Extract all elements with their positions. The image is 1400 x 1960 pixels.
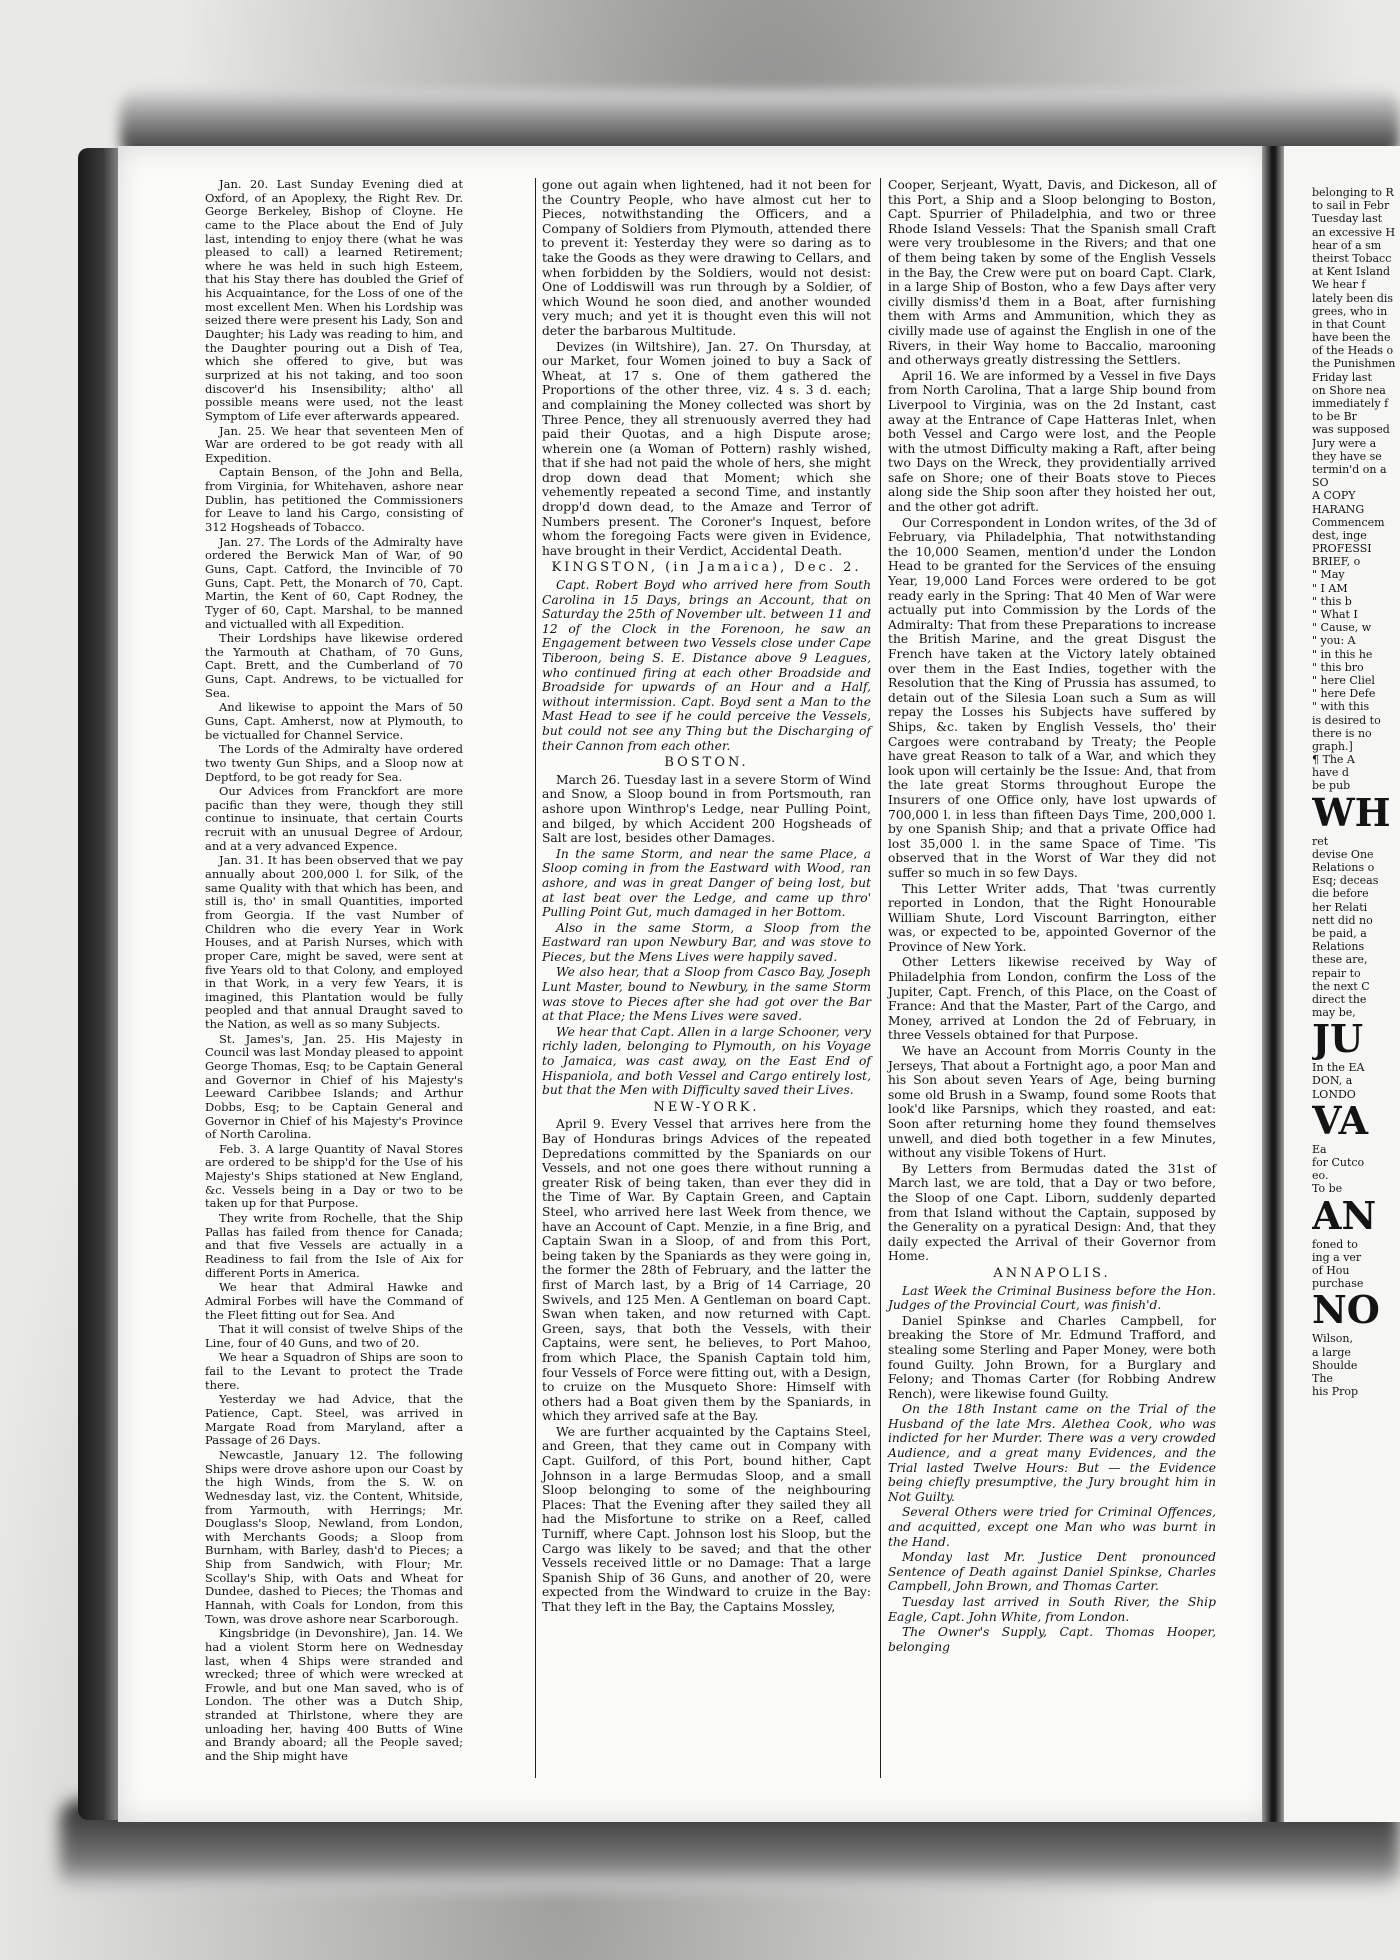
news-paragraph: Daniel Spinkse and Charles Campbell, for breaking the Store of Mr. Edmund Trafford, and stealing some Sterling and Paper Money, were both found Guilty. John Brown, for a Burglary and Felony; and Thomas Carter (for Robbing Andrew Rench), were likewise found Guilty. bbox=[888, 1313, 1216, 1401]
facing-page-line: Esq; deceas bbox=[1312, 874, 1379, 888]
facing-page-line: they have se bbox=[1312, 449, 1382, 463]
facing-page-line: repair to bbox=[1312, 966, 1361, 980]
facing-page-line: ret bbox=[1312, 834, 1329, 848]
facing-page-line: " What I bbox=[1312, 608, 1358, 621]
column-3 bbox=[888, 178, 1216, 1655]
facing-page-line: WH bbox=[1312, 792, 1391, 835]
news-paragraph: Devizes (in Wiltshire), Jan. 27. On Thursday, at our Market, four Women joined to buy a Sack of Wheat, at 17 s. One of them gathered the Proportions of the other three, viz. 4 s. 3 d. each; and complaining the Money collected was short by Three Pence, they all strenuously averred they had paid their Quotas, and a high Dispute arose; wherein one (a Woman of Pottern) rashly wished, that if she had not paid the whole of hers, she might drop down dead that Moment; which she vehemently repeated a second Time, and instantly dropp'd down dead, to the Amaze and Terror of Numbers present. The Coroner's Inquest, before whom the foregoing Facts were given in Evidence, have brought in their Verdict, Accidental Death. bbox=[542, 339, 871, 558]
news-paragraph: Yesterday we had Advice, that the Patience, Capt. Steel, was arrived in Margate Road from Maryland, after a Passage of 26 Days. bbox=[205, 1392, 463, 1448]
facing-page-line: " here Defe bbox=[1312, 687, 1376, 701]
facing-page-line: termin'd on a bbox=[1312, 462, 1387, 476]
facing-page-line: in that Count bbox=[1312, 317, 1386, 331]
dateline-heading: NEW-YORK. bbox=[653, 1099, 760, 1115]
facing-page-line: DON, a bbox=[1312, 1074, 1353, 1088]
facing-page-line: be paid, a bbox=[1312, 926, 1367, 940]
news-paragraph: Feb. 3. A large Quantity of Naval Stores are ordered to be shipp'd for the Use of his Majesty's Ships stationed at New England, &c. Vessels being in a Day or two to be taken up for that Purpose. bbox=[205, 1141, 463, 1211]
news-paragraph: St. James's, Jan. 25. His Majesty in Council was last Monday pleased to appoint George Thomas, Esq; to be Captain General and Governor in Chief of his Majesty's Leeward Caribbee Islands; and Arthur Dobbs, Esq; to be Captain General and Governor in Chief of his Majesty's Province of North Carolina. bbox=[205, 1031, 463, 1142]
news-paragraph: Jan. 31. It has been observed that we pay annually about 200,000 l. for Silk, of the same Quality with that which has been, and still is, tho' in small Quantities, imported from Georgia. If the vast Number of Children who die every Year in Work Houses, and at Parish Nurses, which with proper Care, might be saved, were sent at five Years old to that Colony, and employed in that Work, in a very few Years, it is imagined, this Plantation would be fully peopled and that annual Draught saved to the Nation, as well as so many Subjects. bbox=[205, 853, 463, 1032]
facing-page-line: Friday last bbox=[1312, 370, 1372, 384]
facing-page-line: his Prop bbox=[1312, 1385, 1359, 1399]
news-paragraph: Newcastle, January 12. The following Ships were drove ashore upon our Coast by the high Winds, from the S. W. on Wednesday last, viz. the Content, Whitside, from Yarmouth, with Herrings; Mr. Douglass's Sloop, Newland, from London, with Merchants Goods; a Sloop from Burnham, with Barley, dash'd to Pieces; a Ship from Sandwich, with Flour; Mr. Scollay's Ship, with Oats and Wheat for Dundee, dashed to Pieces; the Thomas and Hannah, with Coals for London, from this Town, was drove ashore near Scarborough. bbox=[205, 1447, 463, 1626]
facing-page-line: be pub bbox=[1312, 779, 1351, 793]
facing-page-line: hear of a sm bbox=[1312, 238, 1382, 252]
news-paragraph: Monday last Mr. Justice Dent pronounced Sentence of Death against Daniel Spinkse, Charles Campbell, John Brown, and Thomas Carter. bbox=[888, 1550, 1216, 1594]
facing-page-line: Ea bbox=[1312, 1142, 1327, 1156]
facing-page-line: HARANG bbox=[1312, 502, 1365, 516]
facing-page-line: immediately f bbox=[1312, 397, 1389, 410]
facing-page-line: " Cause, w bbox=[1312, 621, 1372, 635]
news-paragraph: We hear that Admiral Hawke and Admiral Forbes will have the Command of the Fleet fitting out for Sea. And bbox=[205, 1280, 463, 1322]
facing-page-line: is desired to bbox=[1312, 713, 1381, 727]
facing-page-line: JU bbox=[1312, 1019, 1364, 1062]
facing-page-line: lately been dis bbox=[1312, 291, 1394, 305]
news-paragraph: Jan. 25. We hear that seventeen Men of War are ordered to be got ready with all Expedition. bbox=[205, 423, 463, 465]
facing-page-line: A COPY bbox=[1312, 489, 1356, 503]
facing-page-line: there is no bbox=[1312, 726, 1372, 740]
facing-page-line: Tuesday last bbox=[1312, 212, 1383, 226]
dateline-heading: ANNAPOLIS. bbox=[993, 1265, 1111, 1281]
facing-page-line: grees, who in bbox=[1312, 304, 1388, 318]
column-1 bbox=[205, 178, 463, 1765]
news-paragraph: April 9. Every Vessel that arrives here from the Bay of Honduras brings Advices of the repeated Depredations committed by the Spaniards on our Vessels, and not one goes there without running a greater Risk of being taken, than ever they did in the Time of War. By Captain Green, and Captain Steel, who arrived here last Week from thence, we have an Account of Capt. Menzie, in a fine Brig, and Captain Swan in a Sloop, of and from this Port, being taken by the Spaniards as they were going in, the former the 28th of February, and the latter the first of March last, by a Brig of 14 Carriage, 20 Swivels, and 125 Men. A Gentleman on board Capt. Swan when taken, and now returned with Capt. Green, says, that both the Vessels, with their Captains, were sent, he believes, to Port Mahoo, from which Place, the Spanish Captain told him, four Vessels of Force were fitting out, with a Design, to cruize on the Musqueto Shore: Himself with others had a Boat given them by the Spaniards, in which they arrived safe at the Bay. bbox=[542, 1117, 871, 1424]
facing-page-line: " this bro bbox=[1312, 660, 1364, 674]
facing-page-line: the Punishmen bbox=[1312, 357, 1396, 371]
facing-page-line: have d bbox=[1312, 766, 1349, 780]
facing-page-line: dest, inge bbox=[1312, 528, 1367, 542]
facing-page-line: eo. bbox=[1312, 1169, 1329, 1183]
facing-page-line: Shoulde bbox=[1312, 1358, 1358, 1372]
facing-page-text bbox=[1312, 186, 1400, 1398]
facing-page-line: The bbox=[1312, 1371, 1333, 1385]
facing-page-line: belonging to R bbox=[1312, 186, 1394, 199]
facing-page-line: an excessive H bbox=[1312, 225, 1396, 239]
news-paragraph: We have an Account from Morris County in the Jerseys, That about a Fortnight ago, a poor Man and his Son about seven Years of Age, being burning some old Brush in a Swamp, found some Roots that look'd like Parsnips, which they roasted, and eat: Soon after returning home they found themselves unwell, and died both together in a few Minutes, without any visible Tokens of Hurt. bbox=[888, 1044, 1216, 1161]
facing-page-line: at Kent Island bbox=[1312, 265, 1391, 279]
news-paragraph: We hear that Capt. Allen in a large Schooner, very richly laden, belonging to Plymouth, on his Voyage to Jamaica, was cast away, on the East End of Hispaniola, and both Vessel and Cargo entirely lost, but that the Men with Difficulty saved their Lives. bbox=[542, 1024, 871, 1098]
news-paragraph: gone out again when lightened, had it not been for the Country People, who have almost cut her to Pieces, notwithstanding the Officers, and a Company of Soldiers from Plymouth, attended there to prevent it: Yesterday they were so daring as to take the Goods as they were drawing to Cellars, and when forbidden by the Soldiers, would not desist: One of Loddiswill was run through by a Soldier, of which Wound he soon died, and another wounded very much; and yet it is thought even this will not deter the barbarous Multitude. bbox=[542, 178, 871, 338]
facing-page-line: ing a ver bbox=[1312, 1250, 1362, 1264]
news-paragraph: Last Week the Criminal Business before the Hon. Judges of the Provincial Court, was finish'd. bbox=[888, 1283, 1216, 1313]
facing-page-line: " with this bbox=[1312, 700, 1370, 714]
facing-page-line: may be, bbox=[1312, 1006, 1356, 1020]
news-paragraph: And likewise to appoint the Mars of 50 Guns, Capt. Amherst, now at Plymouth, to be victualled for Channel Service. bbox=[205, 700, 463, 742]
facing-page-line: the next C bbox=[1312, 979, 1370, 993]
facing-page-line: on Shore nea bbox=[1312, 383, 1386, 397]
news-paragraph: That it will consist of twelve Ships of the Line, four of 40 Guns, and two of 20. bbox=[205, 1322, 463, 1350]
facing-page-line: Wilson, bbox=[1312, 1332, 1353, 1346]
facing-page-line: a large bbox=[1312, 1345, 1351, 1359]
facing-page-line: " you: A bbox=[1312, 634, 1356, 648]
facing-page-line: direct the bbox=[1312, 992, 1367, 1006]
facing-page-line: VA bbox=[1312, 1100, 1369, 1143]
news-paragraph: By Letters from Bermudas dated the 31st of March last, we are told, that a Day or two before, the Sloop of one Capt. Liborn, suddenly departed from that Island without the Captain, supposed by the Generality on a pyratical Design: And, that they daily expected the Arrival of their Governor from Home. bbox=[888, 1161, 1216, 1264]
news-paragraph: April 16. We are informed by a Vessel in five Days from North Carolina, That a large Ship bound from Liverpool to Virginia, was on the 2d Instant, cast away at the Entrance of Cape Hatteras Inlet, when both Vessel and Cargo were lost, and the People with the utmost Difficulty making a Raft, after being two Days on the Wreck, they providentially arrived safe on Shore; one of their Boats stove to Pieces along side the Ship soon after they hoisted her out, and the other got adrift. bbox=[888, 368, 1216, 515]
news-paragraph: Jan. 27. The Lords of the Admiralty have ordered the Berwick Man of War, of 90 Guns, Capt. Catford, the Invincible of 70 Guns, Capt. Pett, the Monarch of 70, Capt. Martin, the Kent of 60, Capt Rodney, the Tyger of 60, Capt. Marshal, to be manned and victualled with all Expedition. bbox=[205, 534, 463, 631]
book-edge bbox=[78, 148, 120, 1820]
news-paragraph: The Owner's Supply, Capt. Thomas Hooper, belonging bbox=[888, 1625, 1216, 1654]
news-paragraph: Several Others were tried for Criminal Offences, and acquitted, except one Man who was burnt in the Hand. bbox=[888, 1505, 1216, 1549]
facing-page-line: To be bbox=[1312, 1182, 1343, 1196]
news-paragraph: Capt. Robert Boyd who arrived here from South Carolina in 15 Days, brings an Account, that on Saturday the 25th of November ult. between 11 and 12 of the Clock in the Forenoon, he saw an Engagement between two Vessels close under Cape Tiberoon, being S. E. Distance above 9 Leagues, who continued firing at each other Broadside and Broadside for upwards of an Hour and a Half, without intermission. Capt. Boyd sent a Man to the Mast Head to see if he could perceive the Vessels, but could not see any Thing but the Discharging of their Cannon from each other. bbox=[542, 578, 871, 753]
facing-page-line: " in this he bbox=[1312, 647, 1373, 661]
facing-page-line: theirst Tobacc bbox=[1312, 251, 1392, 265]
news-paragraph: The Lords of the Admiralty have ordered two twenty Gun Ships, and a Sloop now at Deptford, to be got ready for Sea. bbox=[205, 742, 463, 784]
facing-page-line: graph.] bbox=[1312, 739, 1353, 753]
news-paragraph: In the same Storm, and near the same Place, a Sloop coming in from the Eastward with Wood, ran ashore, and was in great Danger of being lost, but at last beat over the Ledge, and came up thro' Pulling Point Gut, much damaged in her Bottom. bbox=[542, 846, 871, 920]
facing-page-line: nett did no bbox=[1312, 913, 1373, 927]
facing-page-line: AN bbox=[1312, 1195, 1377, 1238]
facing-page-line: Relations o bbox=[1312, 861, 1375, 874]
dateline-heading: KINGSTON, (in Jamaica), Dec. 2. bbox=[551, 560, 862, 576]
column-rule bbox=[535, 178, 536, 1778]
facing-page-line: " I AM bbox=[1312, 581, 1348, 595]
news-paragraph: Kingsbridge (in Devonshire), Jan. 14. We had a violent Storm here on Wednesday last, when 4 Ships were stranded and wrecked; three of which were wrecked at Frowle, and but one Man saved, who is of London. The other was a Dutch Ship, stranded at Thirlstone, where they are unloading her, having 400 Butts of Wine and Brandy aboard; all the People saved; and the Ship might have bbox=[205, 1626, 463, 1764]
facing-page-line: to be Br bbox=[1312, 410, 1357, 424]
facing-page-line: have been the bbox=[1312, 331, 1391, 345]
facing-page-line: " May bbox=[1312, 568, 1345, 582]
facing-page-line: LONDO bbox=[1312, 1087, 1356, 1101]
facing-page-line: foned to bbox=[1312, 1237, 1358, 1251]
facing-page-line: " this b bbox=[1312, 594, 1352, 608]
news-paragraph: This Letter Writer adds, That 'twas currently reported in London, that the Right Honourable William Shute, Lord Viscount Barrington, either was, or expected to be, appointed Governor of the Province of New York. bbox=[888, 881, 1216, 954]
facing-page-line: " here Cliel bbox=[1312, 673, 1375, 687]
facing-page-line: these are, bbox=[1312, 953, 1368, 967]
facing-page-line: Relations bbox=[1312, 940, 1365, 954]
news-paragraph: Our Advices from Franckfort are more pacific than they were, though they still continue to insinuate, that certain Courts recruit with an unusual Degree of Ardour, and at a very advanced Expence. bbox=[205, 784, 463, 853]
news-paragraph: Their Lordships have likewise ordered the Yarmouth at Chatham, of 70 Guns, Capt. Brett, and the Cumberland of 70 Guns, Capt. Andrews, to be victualled for Sea. bbox=[205, 631, 463, 700]
facing-page-line: BRIEF, o bbox=[1312, 555, 1361, 569]
news-paragraph: We also hear, that a Sloop from Casco Bay, Joseph Lunt Master, bound to Newbury, in the same Storm was stove to Pieces after she had got over the Bar at that Place; the Mens Lives were saved. bbox=[542, 965, 871, 1024]
facing-page-line: NO bbox=[1312, 1290, 1380, 1333]
column-2 bbox=[542, 178, 871, 1616]
news-paragraph: Jan. 20. Last Sunday Evening died at Oxford, of an Apoplexy, the Right Rev. Dr. George Berkeley, Bishop of Cloyne. He came to the Place about the End of July last, intending to enjoy there (what he was pleased to call) a learned Retirement; where he was held in such high Esteem, that his Stay there has doubled the Grief of his Acquaintance, for the Loss of one of the most excellent Men. When his Lordship was seized there were present his Lady, Son and Daughter; his Lady was reading to him, and the Daughter pouring out a Dish of Tea, which she offered to give, but was surprized at his not taking, and too soon discover'd his Insensibility; altho' all possible means were used, not the least Symptom of Life ever afterwards appeared. bbox=[205, 177, 463, 423]
column-rule bbox=[880, 178, 881, 1778]
facing-page-line: die before bbox=[1312, 887, 1369, 901]
facing-page-line: PROFESSI bbox=[1312, 542, 1372, 556]
facing-page bbox=[1284, 146, 1400, 1822]
facing-page-line: of the Heads o bbox=[1312, 344, 1394, 358]
facing-page-line: was supposed bbox=[1312, 423, 1390, 437]
binding-gutter bbox=[1262, 146, 1284, 1822]
news-paragraph: Tuesday last arrived in South River, the Ship Eagle, Capt. John White, from London. bbox=[888, 1595, 1216, 1624]
facing-page-line: to sail in Febr bbox=[1312, 199, 1390, 213]
news-paragraph: We are further acquainted by the Captains Steel, and Green, that they came out in Company with Capt. Guilford, of this Port, bound hither, Capt Johnson in a large Bermudas Sloop, and a small Sloop belonging to some of the neighbouring Places: That the Evening after they sailed they all had the Misfortune to strike on a Reef, called Turniff, where Capt. Johnson lost his Sloop, but the Cargo was likely to be saved; and that the other Vessels received little or no Damage: That a large Spanish Ship of 36 Guns, and another of 20, were expected from the Windward to cruize in the Bay: That they left in the Bay, the Captains Mossley, bbox=[542, 1424, 871, 1614]
facing-page-line: of Hou bbox=[1312, 1263, 1350, 1277]
news-paragraph: Cooper, Serjeant, Wyatt, Davis, and Dickeson, all of this Port, a Ship and a Sloop belonging to Boston, Capt. Spurrier of Philadelphia, and two or three Rhode Island Vessels: That the Spanish small Craft were very troublesome in the Rivers; and that one of them being taken by some of the English Vessels in the Bay, the Crew were put on board Capt. Clark, in a large Ship of Boston, who a few Days after very civilly dismiss'd them in a Boat, after furnishing them with Arms and Ammunition, which they as civilly made use of against the English in one of the Rivers, in their Way home to Baccalio, marooning and otherways greatly distressing the Settlers. bbox=[888, 178, 1216, 368]
facing-page-line: In the EA bbox=[1312, 1061, 1365, 1075]
facing-page-line: Commencem bbox=[1312, 515, 1385, 529]
news-paragraph: On the 18th Instant came on the Trial of the Husband of the late Mrs. Alethea Cook, who was indicted for her Murder. There was a very crowded Audience, and a great many Evidences, and the Trial lasted Twelve Hours: But — the Evidence being chiefly presumptive, the Jury brought him in Not Guilty. bbox=[888, 1402, 1216, 1504]
facing-page-line: purchase bbox=[1312, 1277, 1364, 1291]
news-paragraph: March 26. Tuesday last in a severe Storm of Wind and Snow, a Sloop bound in from Portsmouth, ran ashore upon Winthrop's Ledge, near Pulling Point, and bilged, by which Accident 200 Hogsheads of Salt are lost, besides other Damages. bbox=[542, 772, 871, 846]
news-paragraph: Other Letters likewise received by Way of Philadelphia from London, confirm the Loss of the Jupiter, Capt. French, of this Place, on the Coast of France: And that the Master, Part of the Cargo, and Money, arrived at London the 2d of February, in three Vessels obtained for that Purpose. bbox=[888, 955, 1216, 1043]
facing-page-line: for Cutco bbox=[1312, 1156, 1365, 1169]
facing-page-line: her Relati bbox=[1312, 900, 1368, 914]
facing-page-line: SO bbox=[1312, 476, 1329, 490]
news-paragraph: Our Correspondent in London writes, of the 3d of February, via Philadelphia, That notwithstanding the 10,000 Seamen, mention'd under the London Head to be granted for the Services of the ensuing Year, 19,000 Land Forces were ordered to be got ready early in the Spring: That 40 Men of War were actually put into Commission by the Lords of the Admiralty: That from these Preparations to increase the British Marine, and the great Disgust the French have taken at the Victory lately obtained over them in the East Indies, together with the Resolution that the King of Prussia has assumed, to detain out of the Silesia Loan such a Sum as will repay the Losses his Subjects have suffered by Ships, &c. taken by English Vessels, tho' their Cargoes were contraband by Treaty; the People have great Reason to talk of a War, and which they look upon will certainly be the Issue: And, that from the late great Storms throughout Europe the Insurers of one Office only, have lost upwards of 700,000 l. in less than fifteen Days Time, 200,000 l. by one Spanish Ship; and that a private Office had lost 35,000 l. in the same Space of Time. 'Tis observed that in the Worst of War they did not suffer so much in so few Days. bbox=[888, 515, 1216, 880]
dateline-heading: BOSTON. bbox=[664, 755, 749, 771]
facing-page-line: ¶ The A bbox=[1312, 753, 1355, 767]
facing-page-line: devise One bbox=[1312, 847, 1374, 861]
facing-page-line: We hear f bbox=[1312, 278, 1366, 292]
news-paragraph: We hear a Squadron of Ships are soon to fail to the Levant to protect the Trade there. bbox=[205, 1350, 463, 1392]
news-paragraph: They write from Rochelle, that the Ship Pallas has failed from thence for Canada; and that five Vessels are actually in a Readiness to fail from the Isle of Aix for different Ports in America. bbox=[205, 1211, 463, 1280]
news-paragraph: Also in the same Storm, a Sloop from the Eastward ran upon Newbury Bar, and was stove to Pieces, but the Mens Lives were happily saved. bbox=[542, 920, 871, 964]
facing-page-line: Jury were a bbox=[1312, 436, 1377, 450]
news-paragraph: Captain Benson, of the John and Bella, from Virginia, for Whitehaven, ashore near Dublin, has petitioned the Commissioners for Leave to land his Cargo, consisting of 312 Hogsheads of Tobacco. bbox=[205, 465, 463, 535]
